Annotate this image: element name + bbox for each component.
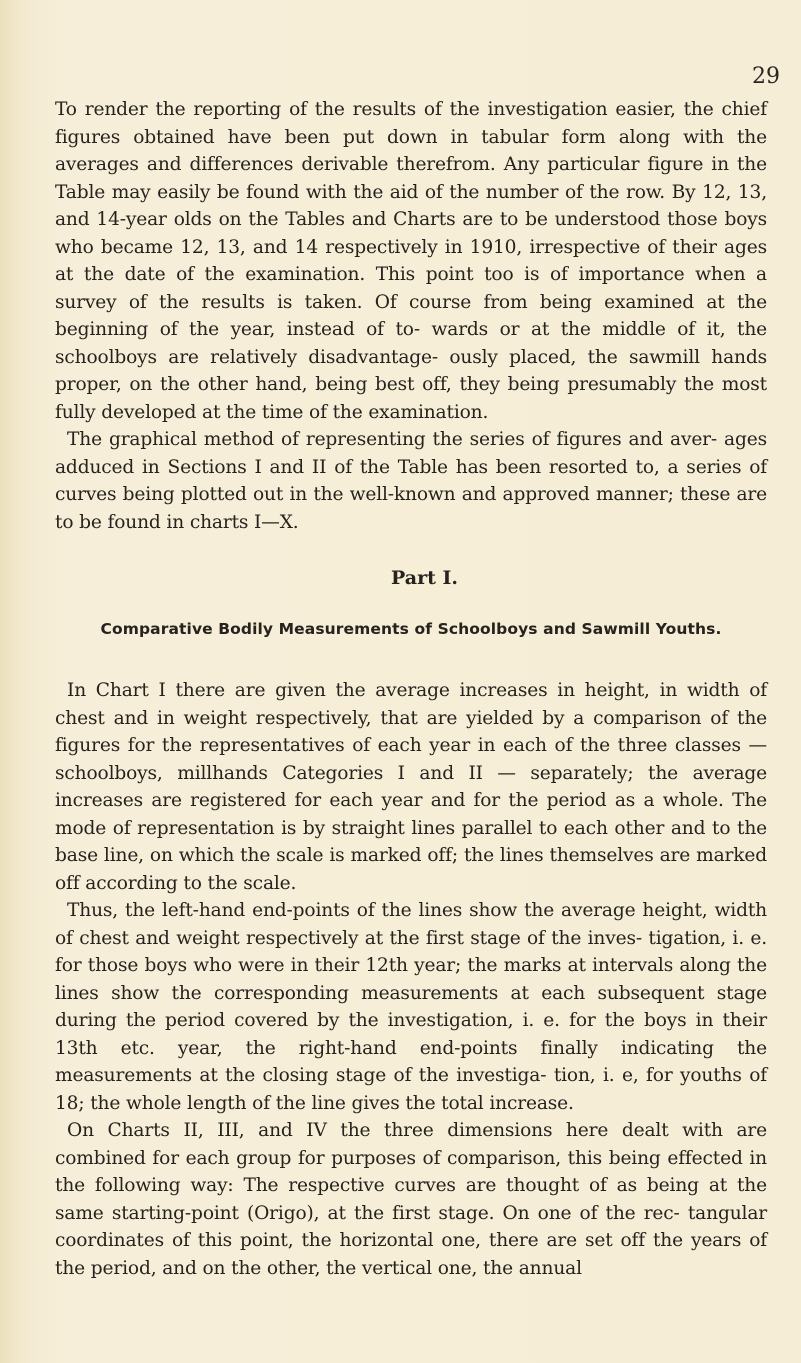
part-text xyxy=(55,677,767,1282)
part-heading: Part I. xyxy=(391,567,458,589)
section-title: Comparative Bodily Measurements of Schoolboys and Sawmill Youths. xyxy=(100,620,722,638)
part-paragraph: In Chart I there are given the average increases in height, in width of chest and in weight respectively, that are yielded by a comparison of the figures for the representatives of each year in each of the three classes — schoolboys, millhands Categories I and II — separately; the average increases are registered for each year and for the period as a whole. The mode of representation is by straight lines parallel to each other and to the base line, on which the scale is marked off; the lines themselves are marked off according to the scale. xyxy=(55,680,767,894)
intro-text xyxy=(55,96,767,536)
page-number: 29 xyxy=(752,64,780,89)
intro-paragraph: The graphical method of representing the series of figures and aver- ages adduced in Sections I and II of the Table has been resorted to, a series of curves being plotted out in the well-known and approved manner; these are to be found in charts I—X. xyxy=(55,429,767,533)
part-paragraph: On Charts II, III, and IV the three dimensions here dealt with are combined for each group for purposes of comparison, this being effected in the following way: The respective curves are thought of as being at the same starting-point (Origo), at the first stage. On one of the rec- tangular coordinates of this point, the horizontal one, there are set off the years of the period, and on the other, the vertical one, the annual xyxy=(55,1120,767,1279)
part-paragraph: Thus, the left-hand end-points of the lines show the average height, width of chest and weight respectively at the first stage of the inves- tigation, i. e. for those boys who were in their 12th year; the marks at intervals along the lines show the corresponding measurements at each subsequent stage during the period covered by the investigation, i. e. for the boys in their 13th etc. year, the right-hand end-points finally indicating the measurements at the closing stage of the investiga- tion, i. e, for youths of 18; the whole length of the line gives the total increase. xyxy=(55,900,767,1114)
intro-paragraph: To render the reporting of the results of the investigation easier, the chief figures obtained have been put down in tabular form along with the averages and differences derivable therefrom. Any particular figure in the Table may easily be found with the aid of the number of the row. By 12, 13, and 14-year olds on the Tables and Charts are to be understood those boys who became 12, 13, and 14 respectively in 1910, irrespective of their ages at the date of the examination. This point too is of importance when a survey of the results is taken. Of course from being examined at the beginning of the year, instead of to- wards or at the middle of it, the schoolboys are relatively disadvantage- ously placed, the sawmill hands proper, on the other hand, being best off, they being presumably the most fully developed at the time of the examination. xyxy=(55,99,767,423)
